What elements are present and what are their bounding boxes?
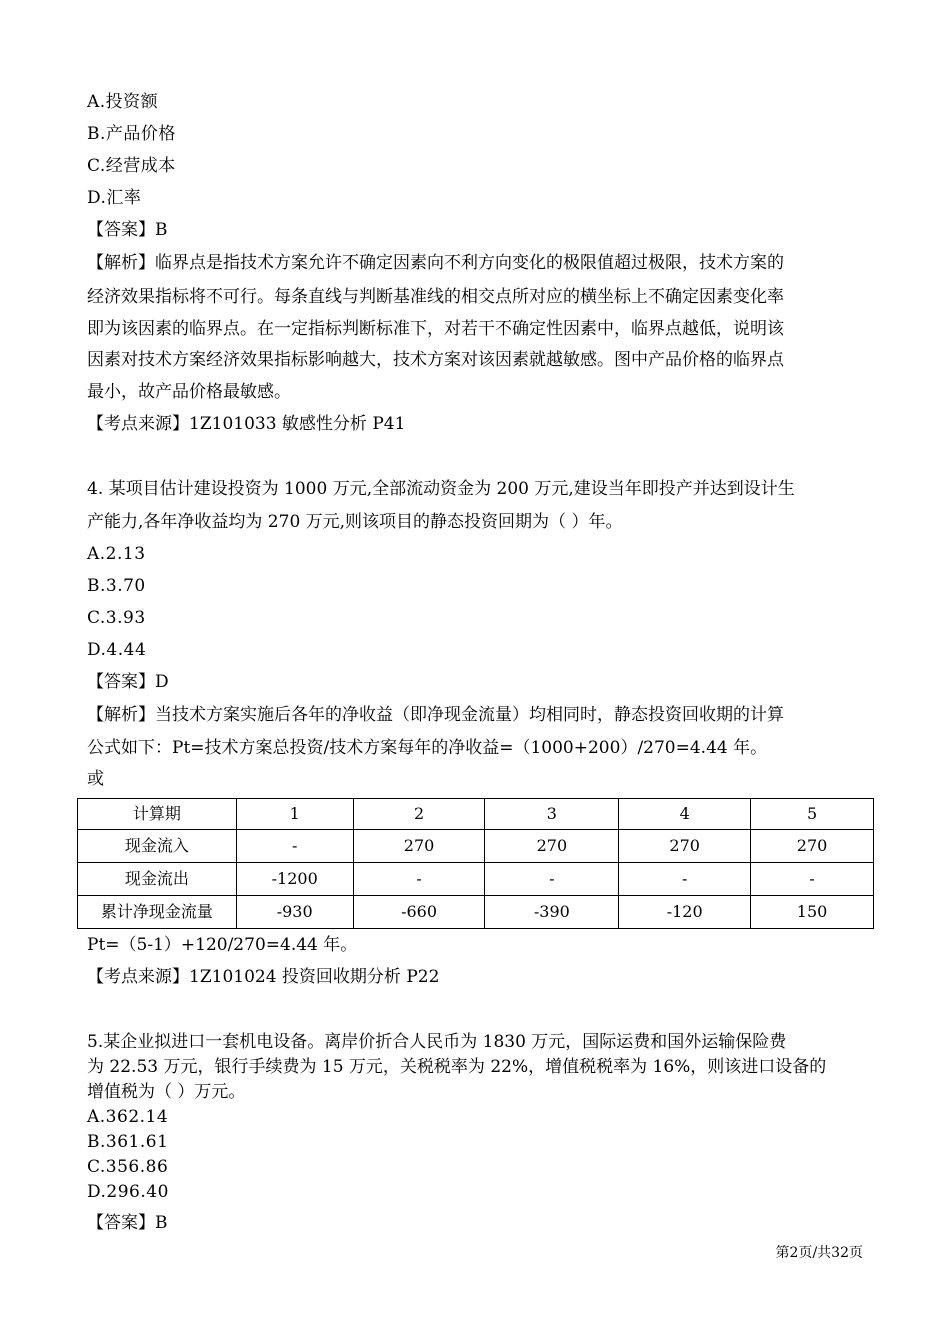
q4-formula: Pt=（5-1）+120/270=4.44 年。 bbox=[87, 935, 358, 955]
q4-analysis-line: 公式如下：Pt=技术方案总投资/技术方案每年的净收益=（1000+200）/270=4.44 年。 bbox=[87, 738, 768, 758]
q3-analysis-line: 即为该因素的临界点。在一定指标判断标准下，对若干不确定性因素中，临界点越低，说明该 bbox=[87, 319, 784, 339]
table-cell: - bbox=[751, 863, 874, 896]
q3-analysis-line: 最小，故产品价格最敏感。 bbox=[87, 382, 291, 402]
q4-option-c: C.3.93 bbox=[87, 608, 146, 628]
table-row bbox=[78, 896, 874, 929]
q3-analysis-line: 因素对技术方案经济效果指标影响越大，技术方案对该因素就越敏感。图中产品价格的临界点 bbox=[87, 350, 784, 370]
q3-option-c: C.经营成本 bbox=[87, 156, 176, 176]
table-cell: 现金流入 bbox=[78, 830, 237, 863]
q5-answer: 【答案】B bbox=[87, 1213, 168, 1233]
cash-flow-table bbox=[77, 798, 874, 929]
table-cell: 计算期 bbox=[78, 799, 237, 830]
q4-option-b: B.3.70 bbox=[87, 576, 146, 596]
q4-option-d: D.4.44 bbox=[87, 640, 147, 660]
table-cell: -930 bbox=[236, 896, 353, 929]
q5-stem-line: 5.某企业拟进口一套机电设备。离岸价折合人民币为 1830 万元，国际运费和国外运输保险费 bbox=[87, 1032, 787, 1052]
table-cell: 270 bbox=[619, 830, 751, 863]
q3-analysis-line: 经济效果指标将不可行。每条直线与判断基准线的相交点所对应的横坐标上不确定因素变化率 bbox=[87, 287, 784, 307]
q3-option-d: D.汇率 bbox=[87, 188, 142, 208]
q3-option-a: A.投资额 bbox=[87, 92, 159, 112]
q4-analysis-line: 【解析】当技术方案实施后各年的净收益（即净现金流量）均相同时，静态投资回收期的计算 bbox=[87, 705, 784, 725]
table-cell: 1 bbox=[236, 799, 353, 830]
table-cell: 4 bbox=[619, 799, 751, 830]
table-row bbox=[78, 863, 874, 896]
q5-option-c: C.356.86 bbox=[87, 1157, 169, 1177]
q5-option-d: D.296.40 bbox=[87, 1182, 169, 1202]
table-cell: -660 bbox=[353, 896, 485, 929]
q5-option-b: B.361.61 bbox=[87, 1132, 169, 1152]
table-cell: -390 bbox=[485, 896, 619, 929]
q4-stem-line: 4. 某项目估计建设投资为 1000 万元,全部流动资金为 200 万元,建设当年即投产并达到设计生 bbox=[87, 479, 795, 499]
table-cell: 2 bbox=[353, 799, 485, 830]
table-row bbox=[78, 830, 874, 863]
q4-stem-line: 产能力,各年净收益均为 270 万元,则该项目的静态投资回期为（ ）年。 bbox=[87, 512, 623, 532]
q3-option-b: B.产品价格 bbox=[87, 124, 176, 144]
q5-stem-line: 增值税为（ ）万元。 bbox=[87, 1082, 246, 1102]
page-number: 第2页/共32页 bbox=[775, 1245, 863, 1261]
table-cell: 270 bbox=[751, 830, 874, 863]
table-cell: - bbox=[619, 863, 751, 896]
table-cell: 3 bbox=[485, 799, 619, 830]
table-cell: - bbox=[485, 863, 619, 896]
table-cell: 270 bbox=[485, 830, 619, 863]
q5-option-a: A.362.14 bbox=[87, 1107, 169, 1127]
table-cell: -120 bbox=[619, 896, 751, 929]
q4-source: 【考点来源】1Z101024 投资回收期分析 P22 bbox=[87, 967, 440, 987]
q4-option-a: A.2.13 bbox=[87, 544, 146, 564]
table-cell: -1200 bbox=[236, 863, 353, 896]
q3-answer: 【答案】B bbox=[87, 220, 168, 240]
table-cell: 现金流出 bbox=[78, 863, 237, 896]
table-cell: 150 bbox=[751, 896, 874, 929]
q5-stem-line: 为 22.53 万元，银行手续费为 15 万元，关税税率为 22%，增值税税率为 16%，则该进口设备的 bbox=[87, 1057, 827, 1077]
table-cell: - bbox=[353, 863, 485, 896]
table-cell: 累计净现金流量 bbox=[78, 896, 237, 929]
q3-analysis-line: 【解析】临界点是指技术方案允许不确定因素向不利方向变化的极限值超过极限，技术方案的 bbox=[87, 253, 784, 273]
table-cell: - bbox=[236, 830, 353, 863]
q4-or: 或 bbox=[87, 769, 104, 789]
table-cell: 270 bbox=[353, 830, 485, 863]
q3-source: 【考点来源】1Z101033 敏感性分析 P41 bbox=[87, 414, 406, 434]
q4-answer: 【答案】D bbox=[87, 672, 169, 692]
table-cell: 5 bbox=[751, 799, 874, 830]
table-header-row bbox=[78, 799, 874, 830]
